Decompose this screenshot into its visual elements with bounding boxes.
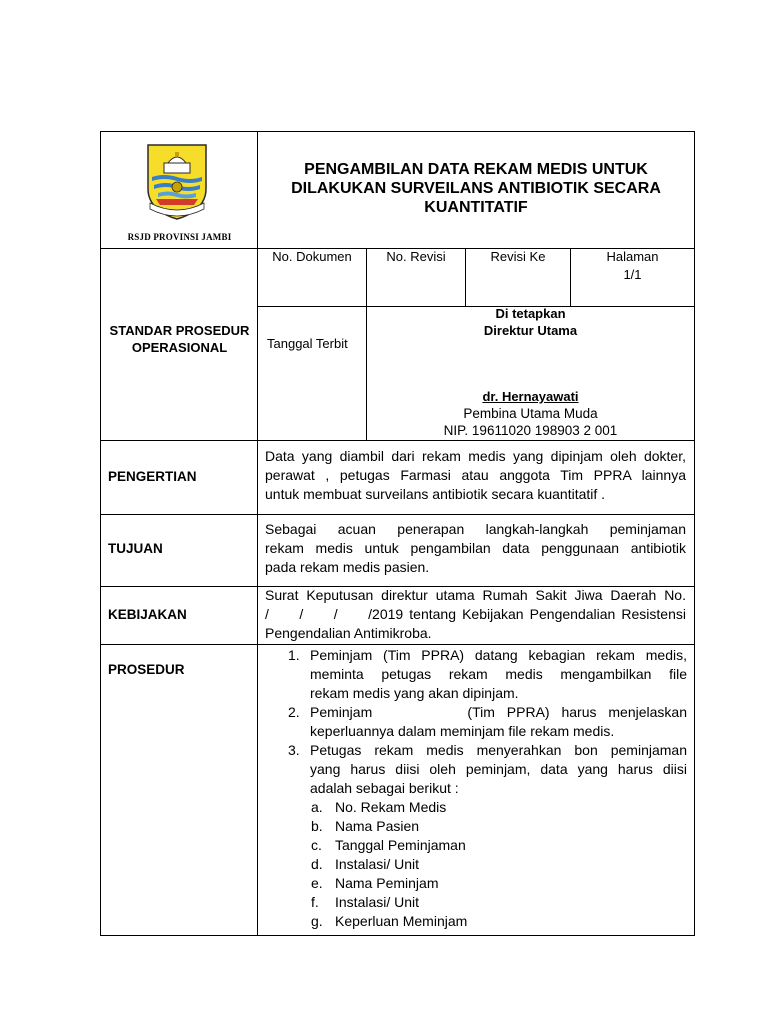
sub-list-item (265, 836, 687, 855)
jambi-province-logo (146, 143, 208, 221)
sub-list-item (265, 912, 687, 931)
hospital-name: RSJD PROVINSI JAMBI (127, 232, 232, 242)
paragraph-line: / / / /2019 tentang Kebijakan Pengendalian Resistensi (265, 606, 686, 622)
list-item-number: 1. (288, 647, 300, 663)
document-title: PENGAMBILAN DATA REKAM MEDIS UNTUK DILAKUKAN SURVEILANS ANTIBIOTIK SECARA KUANTITATIF (291, 161, 661, 216)
prosedur-label: PROSEDUR (108, 662, 185, 677)
table-row-divider-pengertian (100, 440, 695, 441)
no-revisi-label: No. Revisi (386, 249, 446, 264)
sub-list-letter: c. (311, 837, 322, 853)
shield-emblem-icon (146, 143, 208, 221)
sub-list-text: Instalasi/ Unit (335, 894, 420, 910)
table-border-top (100, 131, 695, 132)
revisi-ke-label: Revisi Ke (490, 249, 546, 264)
table-border-bottom (100, 935, 695, 936)
paragraph-line: Surat Keputusan direktur utama Rumah Sakit Jiwa Daerah No. (265, 587, 686, 603)
kebijakan-label: KEBIJAKAN (108, 607, 187, 622)
table-border-left (100, 131, 101, 936)
signatory-nip: NIP. 19611020 198903 2 001 (443, 423, 618, 438)
list-item-number: 3. (288, 742, 300, 758)
list-item-line: keperluannya dalam meminjam file rekam medis. (310, 723, 615, 739)
list-item-line: yang harus diisi oleh peminjam, data yang harus diisi (310, 761, 687, 777)
paragraph-line: perawat , petugas Farmasi atau anggota Tim PPRA lainnya (265, 467, 686, 483)
tanggal-terbit-label: Tanggal Terbit (267, 336, 348, 351)
kebijakan-text (265, 586, 686, 643)
list-item (265, 703, 687, 741)
list-item (265, 741, 687, 798)
table-border-right (694, 131, 695, 936)
list-item-line: Petugas rekam medis menyerahkan bon peminjaman (310, 742, 687, 758)
list-item-line: Peminjam (Tim PPRA) harus menjelaskan (310, 704, 687, 720)
paragraph-line: Pengendalian Antimikroba. (265, 625, 432, 641)
sub-list-letter: g. (311, 913, 323, 929)
jabatan-label: Direktur Utama (483, 323, 578, 338)
paragraph-line: Sebagai acuan penerapan langkah-langkah peminjaman (265, 521, 686, 537)
sub-list-text: Instalasi/ Unit (335, 856, 420, 872)
list-item-line: Peminjam (Tim PPRA) datang kebagian rekam medis, (310, 647, 687, 663)
pengertian-label: PENGERTIAN (108, 469, 197, 484)
list-item-line: meminta petugas rekam medis mengambilkan file (310, 666, 687, 682)
list-item (265, 646, 687, 703)
sub-list-text: Keperluan Meminjam (335, 913, 468, 929)
sub-list-text: No. Rekam Medis (335, 799, 447, 815)
paragraph-line: Data yang diambil dari rekam medis yang dipinjam oleh dokter, (265, 448, 686, 464)
halaman-label: Halaman (606, 249, 659, 264)
approval-block (367, 305, 694, 339)
sub-list-letter: d. (311, 856, 323, 872)
list-item-line: adalah sebagai berikut : (310, 780, 459, 796)
list-item-line: rekam medis yang akan dipinjam. (310, 685, 519, 701)
no-dokumen-label: No. Dokumen (272, 249, 352, 264)
sub-list-letter: b. (311, 818, 323, 834)
halaman-value: 1/1 (623, 267, 642, 282)
sub-list-letter: e. (311, 875, 323, 891)
signatory-name: dr. Hernayawati (482, 389, 579, 404)
sub-list-text: Nama Pasien (335, 818, 420, 834)
sub-list-text: Nama Peminjam (335, 875, 439, 891)
tujuan-text (265, 520, 686, 577)
sub-list-item (265, 817, 687, 836)
tujuan-label: TUJUAN (108, 541, 163, 556)
sub-list-item (265, 798, 687, 817)
table-row-divider-tujuan (100, 514, 695, 515)
table-row-divider-prosedur (100, 644, 695, 645)
pengertian-text (265, 447, 686, 504)
sop-label: STANDAR PROSEDUR OPERASIONAL (109, 323, 250, 355)
sub-list-item (265, 874, 687, 893)
paragraph-line: pada rekam medis pasien. (265, 559, 430, 575)
sub-list-letter: f. (311, 894, 319, 910)
paragraph-line: untuk membuat surveilans antibiotik secara kuantitatif . (265, 486, 606, 502)
signatory-rank: Pembina Utama Muda (463, 406, 598, 421)
sub-list-item (265, 893, 687, 912)
prosedur-list (265, 646, 687, 931)
sub-list-letter: a. (311, 799, 323, 815)
sub-list-text: Tanggal Peminjaman (335, 837, 466, 853)
sub-list-item (265, 855, 687, 874)
paragraph-line: rekam medis untuk pengambilan data penggunaan antibiotik (265, 540, 686, 556)
list-item-number: 2. (288, 704, 300, 720)
ditetapkan-label: Di tetapkan (495, 306, 566, 321)
